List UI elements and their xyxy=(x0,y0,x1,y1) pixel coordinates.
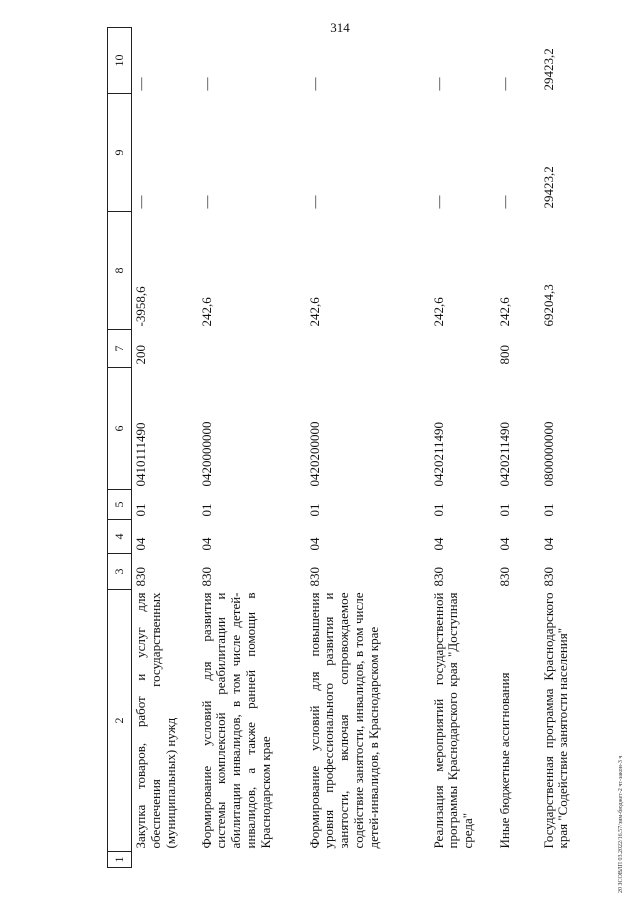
header-col-6: 6 xyxy=(108,368,132,490)
cell-expense-type: 800 xyxy=(496,345,512,365)
cell-amount-9: — xyxy=(306,195,322,209)
cell-section: 04 xyxy=(496,537,512,551)
cell-admin-code: 830 xyxy=(133,567,148,587)
header-col-3: 3 xyxy=(108,554,132,590)
row-name: Закупка товаров, работ и услуг для обеспечения государственных (муниципальных) нужд xyxy=(133,592,178,849)
cell-subsection: 01 xyxy=(430,503,446,517)
cell-amount-10: — xyxy=(306,77,322,91)
cell-target-article: 0420211490 xyxy=(430,421,446,487)
table-row xyxy=(132,28,198,868)
cell-amount-10: — xyxy=(133,77,148,91)
table-row xyxy=(496,28,540,868)
cell-target-article: 0420000000 xyxy=(198,421,214,487)
cell-expense-type xyxy=(540,330,598,368)
header-col-8: 8 xyxy=(108,212,132,330)
cell-target-article: 0800000000 xyxy=(540,421,556,487)
cell-amount-8: 242,6 xyxy=(306,297,322,327)
page-number: 314 xyxy=(330,20,350,35)
header-col-2: 2 xyxy=(108,590,132,852)
cell-section: 04 xyxy=(540,537,556,551)
cell-section: 04 xyxy=(198,537,214,551)
cell-expense-type xyxy=(306,330,430,368)
cell-admin-code: 830 xyxy=(430,567,446,587)
cell-amount-8: -3958,6 xyxy=(133,286,148,327)
cell-section: 04 xyxy=(430,537,446,551)
table-row xyxy=(540,28,598,868)
cell-amount-10: — xyxy=(496,77,512,91)
rotated-table-container xyxy=(107,28,607,868)
cell-subsection: 01 xyxy=(306,503,322,517)
table-row xyxy=(430,28,496,868)
header-col-5: 5 xyxy=(108,490,132,520)
table-row xyxy=(306,28,430,868)
row-name: Реализация мероприятий государственной программы Краснодарского края "Доступная среда" xyxy=(430,592,476,849)
cell-amount-9: — xyxy=(430,195,446,209)
cell-expense-type xyxy=(198,330,306,368)
header-col-9: 9 xyxy=(108,94,132,212)
cell-amount-8: 242,6 xyxy=(198,297,214,327)
cell-target-article: 0410111490 xyxy=(133,422,148,487)
cell-subsection: 01 xyxy=(133,503,148,517)
header-col-7: 7 xyxy=(108,330,132,368)
cell-amount-10: — xyxy=(430,77,446,91)
cell-admin-code: 830 xyxy=(496,567,512,587)
cell-amount-8: 242,6 xyxy=(496,297,512,327)
cell-section: 04 xyxy=(133,537,148,551)
row-name: Государственная программа Краснодарского края "Содействие занятости населения" xyxy=(540,592,571,849)
cell-amount-9: — xyxy=(133,195,148,209)
cell-amount-9: 29423,2 xyxy=(540,166,556,209)
header-col-10: 10 xyxy=(108,28,132,94)
header-col-4: 4 xyxy=(108,520,132,554)
cell-admin-code: 830 xyxy=(198,567,214,587)
row-name: Формирование условий для развития системы комплексной реабилитации и абилитации инвалидов, в том числе детей-инвалидов, а также ранней помощи в Краснодарском крае xyxy=(198,592,274,849)
table-row xyxy=(198,28,306,868)
cell-section: 04 xyxy=(306,537,322,551)
cell-target-article: 0420211490 xyxy=(496,421,512,487)
cell-subsection: 01 xyxy=(198,503,214,517)
row-name: Формирование условий для повышения уровня профессионального развития и занятости, включая сопровождаемое содействие занятости, инвалидов, в том числе детей-инвалидов, в Краснодарском крае xyxy=(306,592,382,849)
header-col-1: 1 xyxy=(108,852,132,868)
row-name: Иные бюджетные ассигнования xyxy=(496,672,512,849)
header-row xyxy=(108,28,132,868)
footer-code: 20 ЗСОВЛП 03.2022/16.57/зим-бюджет-2 чт-закон-3 ч xyxy=(618,755,624,893)
cell-amount-10: — xyxy=(198,77,214,91)
cell-amount-9: — xyxy=(198,195,214,209)
cell-subsection: 01 xyxy=(496,503,512,517)
cell-amount-9: — xyxy=(496,195,512,209)
cell-admin-code: 830 xyxy=(306,567,322,587)
cell-amount-10: 29423,2 xyxy=(540,48,556,91)
cell-subsection: 01 xyxy=(540,503,556,517)
cell-amount-8: 242,6 xyxy=(430,297,446,327)
cell-amount-8: 69204,3 xyxy=(540,284,556,327)
cell-target-article: 0420200000 xyxy=(306,421,322,487)
budget-table xyxy=(107,27,598,868)
cell-admin-code: 830 xyxy=(540,567,556,587)
cell-expense-type xyxy=(430,330,496,368)
cell-expense-type: 200 xyxy=(133,345,148,365)
